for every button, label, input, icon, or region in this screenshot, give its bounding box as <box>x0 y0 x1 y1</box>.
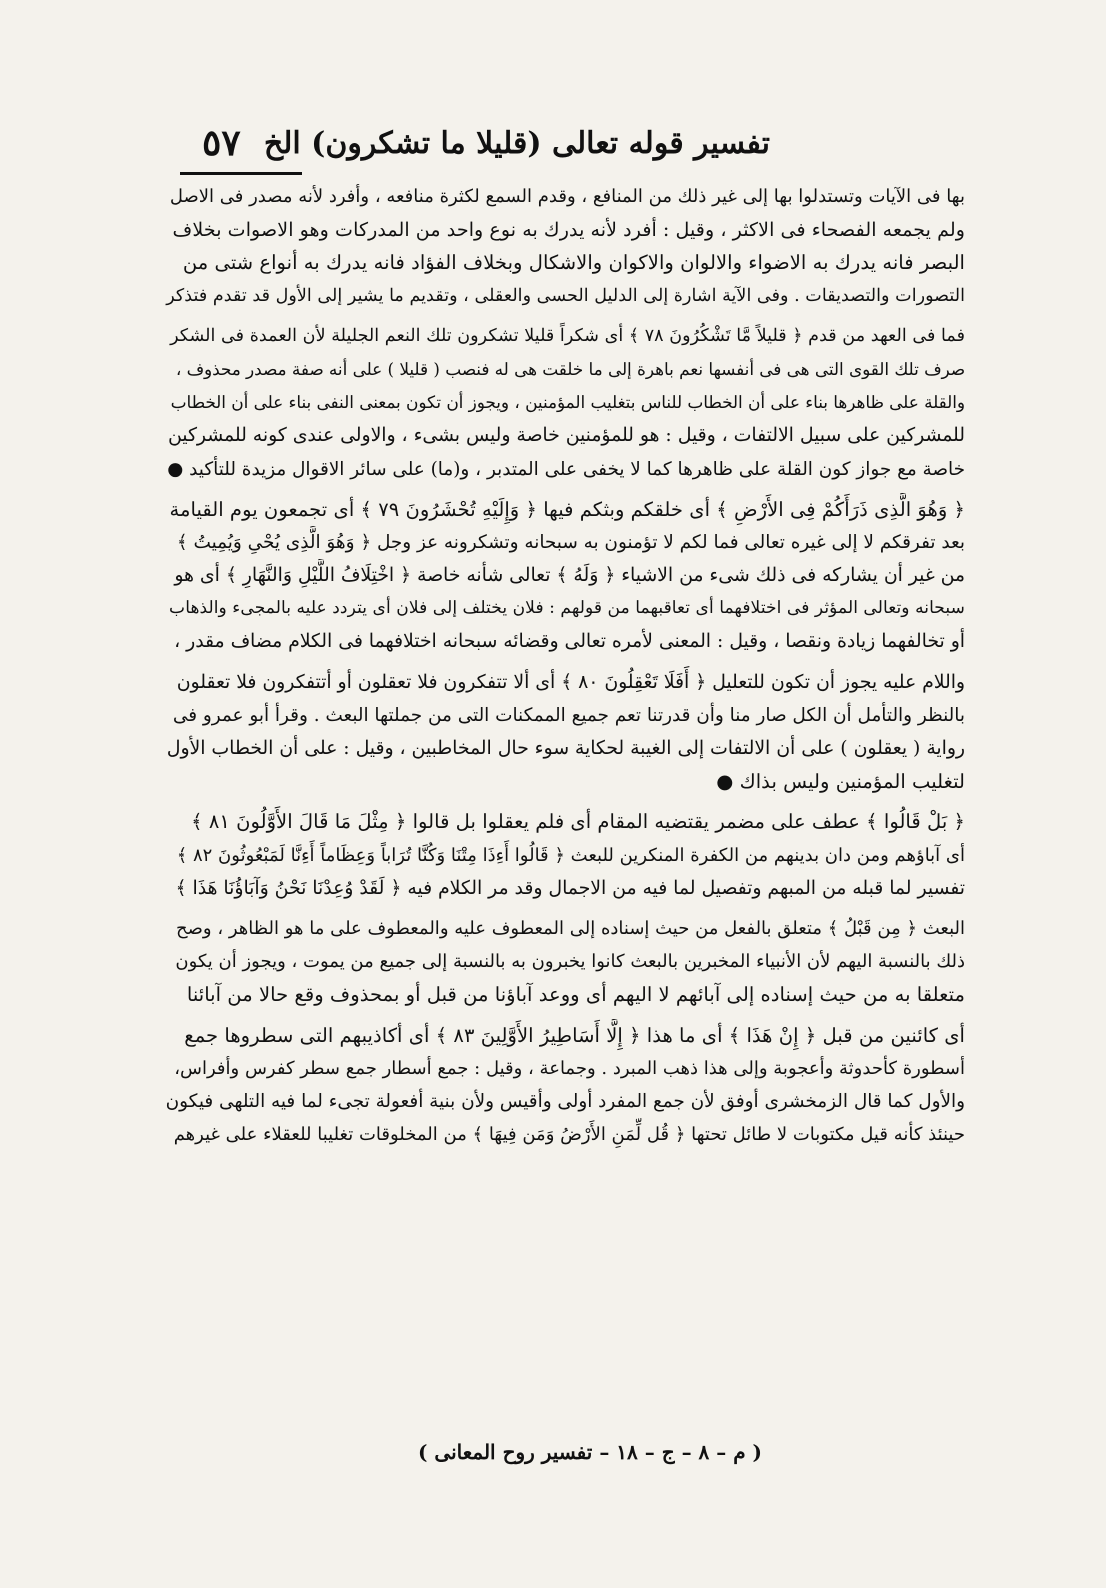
text-line: رواية ( يعقلون ) على أن الالتفات إلى الغيبة لحكاية سوء حال المخاطبين ، وقيل : على أن الخطاب الأول <box>166 738 965 759</box>
text-line: ﴿ بَلْ قَالُوا ﴾ عطف على مضمر يقتضيه المقام أى فلم يعقلوا بل قالوا ﴿ مِثْلَ مَا قَالَ الأَوَّلُونَ ٨١ ﴾ <box>191 810 965 834</box>
text-line: خاصة مع جواز كون القلة على ظاهرها كما لا يخفى على المتدبر ، و(ما) على سائر الاقوال مزيدة للتأكيد ● <box>167 458 965 480</box>
body-text <box>165 180 965 1151</box>
text-line: أى آباؤهم ومن دان بدينهم من الكفرة المنكرين للبعث ﴿ قَالُوا أَءِذَا مِتْنَا وَكُنَّا تُرَاباً وَعِظَاماً أَءِنَّا لَمَبْعُوثُونَ ٨٢ ﴾ <box>176 844 965 866</box>
text-line: حينئذ كأنه قيل مكتوبات لا طائل تحتها ﴿ قُل لِّمَنِ الأَرْضُ وَمَن فِيهَا ﴾ من المخلوقات تغليبا للعقلاء على غيرهم <box>173 1124 965 1146</box>
text-line: بالنظر والتأمل أن الكل صار منا وأن قدرتنا تعم جميع الممكنات التى من جملتها البعث . وقرأ أبو عمرو فى <box>172 704 965 726</box>
footer-signature: ( م – ٨ – ج – ١٨ – تفسير روح المعانى ) <box>417 1440 763 1464</box>
text-line: بعد تفرقكم لا إلى غيره تعالى فما لكم لا تؤمنون به سبحانه وتشكرونه عز وجل ﴿ وَهُوَ الَّذِى يُحْىِ وَيُمِيتُ ﴾ <box>176 531 965 553</box>
header-title: تفسير قوله تعالى (قليلا ما تشكرون) الخ <box>263 126 770 161</box>
text-line: بها فى الآيات وتستدلوا بها إلى غير ذلك من المنافع ، وقدم السمع لكثرة منافعه ، وأفرد لأنه مصدر فى الاصل <box>169 186 965 207</box>
text-line: من غير أن يشاركه فى ذلك شىء من الاشياء ﴿ وَلَهُ ﴾ تعالى شأنه خاصة ﴿ اخْتِلَافُ اللَّيْلِ وَالنَّهَارِ ﴾ أى هو <box>174 565 965 587</box>
text-line: البصر فانه يدرك به الاضواء والالوان والاكوان والاشكال وبخلاف الفؤاد فانه يدرك به أنواع شتى من <box>182 251 965 275</box>
text-line: لتغليب المؤمنين وليس بذاك ● <box>716 770 965 794</box>
text-line: فما فى العهد من قدم ﴿ قليلاً مَّا تَشْكُرُونَ ٧٨ ﴾ أى شكراً قليلا تشكرون تلك النعم الجليلة لأن العمدة فى الشكر <box>170 325 965 346</box>
header-rule <box>180 172 302 175</box>
text-line: للمشركين على سبيل الالتفات ، وقيل : هو للمؤمنين خاصة وليس بشىء ، والاولى عندى كونه للمشركين <box>168 425 965 447</box>
text-line: متعلقا به من حيث إسناده إلى آبائهم لا اليهم أى ووعد آباؤنا من قبل أو بمحذوف وقع حالا من آبائنا <box>186 983 965 1007</box>
page-number: ٥٧ <box>202 122 241 164</box>
text-line: سبحانه وتعالى المؤثر فى اختلافهما أى تعاقبهما من قولهم : فلان يختلف إلى فلان أى يتردد عليه بالمجىء والذهاب <box>169 598 965 619</box>
text-line: ذلك بالنسبة اليهم لأن الأنبياء المخبرين بالبعث كانوا يخبرون به بالنسبة إلى جميع من يموت ، ويجوز أن يكون <box>175 951 965 973</box>
text-line: ولم يجمعه الفصحاء فى الاكثر ، وقيل : أفرد لأنه يدرك به نوع واحد من المدركات وهو الاصوات بخلاف <box>172 218 965 242</box>
text-line: أسطورة كأحدوثة وأعجوبة وإلى هذا ذهب المبرد . وجماعة ، وقيل : جمع أسطار جمع سطر كفرس وأفراس، <box>174 1057 965 1079</box>
text-line: التصورات والتصديقات . وفى الآية اشارة إلى الدليل الحسى والعقلى ، وتقديم ما يشير إلى الأول قد تقدم فتذكر <box>166 285 965 306</box>
text-line: والأول كما قال الزمخشرى أوفق لأن جمع المفرد أولى وأقيس ولأن بنية أفعولة تجىء لما فيه التلهى فيكون <box>165 1090 965 1112</box>
text-line: والقلة على ظاهرها بناء على أن الخطاب للناس بتغليب المؤمنين ، ويجوز أن تكون بمعنى النفى بناء على أن الخطاب <box>170 392 965 413</box>
text-line: أو تخالفهما زيادة ونقصا ، وقيل : المعنى لأمره تعالى وقضائه سبحانه اختلافهما فى الكلام مضاف مقدر ، <box>174 631 965 653</box>
text-line: أى كائنين من قبل ﴿ إِنْ هَذَا ﴾ أى ما هذا ﴿ إِلَّا أَسَاطِيرُ الأَوَّلِينَ ٨٣ ﴾ أى أكاذيبهم التى سطروها جمع <box>184 1023 965 1047</box>
running-header <box>180 122 980 172</box>
text-line: صرف تلك القوى التى هى فى أنفسها نعم باهرة إلى ما خلقت هى له فنصب ( قليلا ) على أنه صفة مصدر محذوف ، <box>175 358 965 379</box>
text-line: تفسير لما قبله من المبهم وتفصيل لما فيه من الاجمال وقد مر الكلام فيه ﴿ لَقَدْ وُعِدْنَا نَحْنُ وَآبَاؤُنَا هَذَا ﴾ <box>175 877 965 899</box>
text-line: واللام عليه يجوز أن تكون للتعليل ﴿ أَفَلَا تَعْقِلُونَ ٨٠ ﴾ أى ألا تتفكرون فلا تعقلون أو أتتفكرون فلا تعقلون <box>176 671 965 693</box>
text-line: ﴿ وَهُوَ الَّذِى ذَرَأَكُمْ فِى الأَرْضِ ﴾ أى خلقكم وبثكم فيها ﴿ وَإِلَيْهِ تُحْشَرُونَ ٧٩ ﴾ أى تجمعون يوم القيامة <box>169 497 965 521</box>
text-line: البعث ﴿ مِن قَبْلُ ﴾ متعلق بالفعل من حيث إسناده إلى المعطوف عليه والمعطوف على ما هو الظاهر ، وصح <box>176 917 965 939</box>
